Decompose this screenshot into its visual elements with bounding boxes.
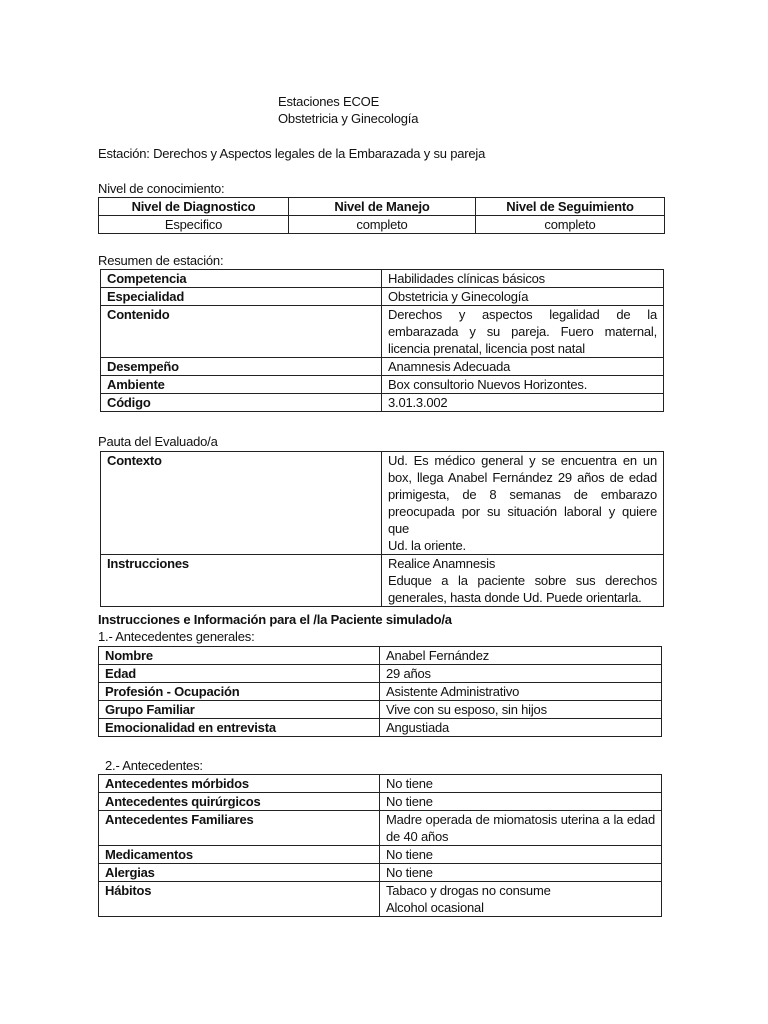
row-value	[380, 647, 662, 665]
table-row	[101, 306, 664, 358]
row-value-line: Box consultorio Nuevos Horizontes.	[388, 377, 588, 392]
table-row	[101, 394, 664, 412]
row-value	[380, 701, 662, 719]
row-value-line: preocupada por su situación laboral y quiere que	[388, 504, 657, 536]
knowledge-header: Nivel de Diagnostico	[99, 198, 289, 216]
row-value-line: No tiene	[386, 776, 433, 791]
row-value-line: Angustiada	[386, 720, 450, 735]
row-label: Ambiente	[101, 376, 382, 394]
table-row	[99, 864, 662, 882]
table-row	[101, 452, 664, 555]
row-label: Medicamentos	[99, 846, 380, 864]
row-label: Instrucciones	[101, 555, 382, 607]
table-row	[99, 793, 662, 811]
knowledge-value: completo	[476, 216, 665, 234]
row-value	[380, 683, 662, 701]
row-label: Profesión - Ocupación	[99, 683, 380, 701]
knowledge-value: completo	[289, 216, 476, 234]
row-label: Especialidad	[101, 288, 382, 306]
row-value-line: embarazada y su pareja. Fuero maternal,	[388, 324, 657, 339]
row-value	[380, 719, 662, 737]
row-label: Nombre	[99, 647, 380, 665]
row-value-line: Ud. Es médico general y se encuentra en un	[388, 453, 657, 468]
table-row	[101, 288, 664, 306]
row-value	[382, 288, 664, 306]
row-value-line: Anamnesis Adecuada	[388, 359, 511, 374]
table-row	[101, 555, 664, 607]
row-value-line: 29 años	[386, 666, 431, 681]
history-table	[98, 774, 662, 917]
row-label: Contexto	[101, 452, 382, 555]
table-row	[99, 775, 662, 793]
table-row	[99, 647, 662, 665]
row-value-line: Asistente Administrativo	[386, 684, 520, 699]
row-value-line: Vive con su esposo, sin hijos	[386, 702, 547, 717]
row-value-line: box, llega Anabel Fernández 29 años de edad	[388, 470, 657, 485]
row-value	[380, 665, 662, 683]
row-value	[380, 811, 662, 846]
row-value-line: Realice Anamnesis	[388, 556, 496, 571]
table-row	[101, 270, 664, 288]
table-row	[99, 882, 662, 917]
row-label: Competencia	[101, 270, 382, 288]
row-value-line: Habilidades clínicas básicos	[388, 271, 545, 286]
row-label: Emocionalidad en entrevista	[99, 719, 380, 737]
station-title: Estación: Derechos y Aspectos legales de la Embarazada y su pareja	[98, 146, 486, 161]
row-value-line: Alcohol ocasional	[386, 900, 484, 915]
table-row	[101, 376, 664, 394]
knowledge-header: Nivel de Seguimiento	[476, 198, 665, 216]
row-value-line: No tiene	[386, 847, 433, 862]
knowledge-table	[98, 197, 665, 234]
row-label: Edad	[99, 665, 380, 683]
summary-heading: Resumen de estación:	[98, 253, 224, 268]
knowledge-header: Nivel de Manejo	[289, 198, 476, 216]
row-value-line: primigesta, de 8 semanas de embarazo	[388, 487, 657, 502]
row-label: Hábitos	[99, 882, 380, 917]
evaluated-table	[100, 451, 664, 607]
row-label: Código	[101, 394, 382, 412]
table-row	[99, 665, 662, 683]
patient-heading: Instrucciones e Información para el /la Paciente simulado/a	[98, 612, 452, 627]
row-value-line: Madre operada de miomatosis uterina a la edad	[386, 812, 655, 827]
row-label: Desempeño	[101, 358, 382, 376]
doc-title-line-2: Obstetricia y Ginecología	[278, 111, 419, 126]
row-value	[380, 775, 662, 793]
row-label: Antecedentes mórbidos	[99, 775, 380, 793]
row-value	[382, 452, 664, 555]
row-value	[380, 846, 662, 864]
table-row	[101, 358, 664, 376]
row-value	[380, 793, 662, 811]
row-value	[382, 306, 664, 358]
row-value	[382, 270, 664, 288]
row-value	[380, 882, 662, 917]
row-value-line: Eduque a la paciente sobre sus derechos	[388, 573, 657, 588]
row-label: Alergias	[99, 864, 380, 882]
summary-table	[100, 269, 664, 412]
row-label: Antecedentes quirúrgicos	[99, 793, 380, 811]
row-value	[382, 394, 664, 412]
doc-title-line-1: Estaciones ECOE	[278, 94, 380, 109]
row-value	[380, 864, 662, 882]
row-value-line: Tabaco y drogas no consume	[386, 883, 551, 898]
row-value	[382, 358, 664, 376]
general-table	[98, 646, 662, 737]
knowledge-header-row	[99, 198, 665, 216]
row-value-line: licencia prenatal, licencia post natal	[388, 341, 585, 356]
row-value	[382, 376, 664, 394]
row-value-line: Obstetricia y Ginecología	[388, 289, 529, 304]
knowledge-value: Especifico	[99, 216, 289, 234]
table-row	[99, 683, 662, 701]
table-row	[99, 846, 662, 864]
row-label: Grupo Familiar	[99, 701, 380, 719]
row-value-line: Anabel Fernández	[386, 648, 490, 663]
table-row	[99, 719, 662, 737]
table-row	[99, 701, 662, 719]
row-value-line: de 40 años	[386, 829, 449, 844]
row-value-line: 3.01.3.002	[388, 395, 448, 410]
row-value-line: Ud. la oriente.	[388, 538, 466, 553]
history-subheading: 2.- Antecedentes:	[105, 758, 203, 773]
table-row	[99, 811, 662, 846]
row-value-line: generales, hasta donde Ud. Puede orientarla.	[388, 590, 642, 605]
row-value-line: Derechos y aspectos legalidad de la	[388, 307, 657, 322]
knowledge-value-row	[99, 216, 665, 234]
knowledge-heading: Nivel de conocimiento:	[98, 181, 225, 196]
row-value-line: No tiene	[386, 865, 433, 880]
evaluated-heading: Pauta del Evaluado/a	[98, 434, 218, 449]
row-value-line: No tiene	[386, 794, 433, 809]
row-value	[382, 555, 664, 607]
row-label: Antecedentes Familiares	[99, 811, 380, 846]
row-label: Contenido	[101, 306, 382, 358]
general-subheading: 1.- Antecedentes generales:	[98, 629, 255, 644]
